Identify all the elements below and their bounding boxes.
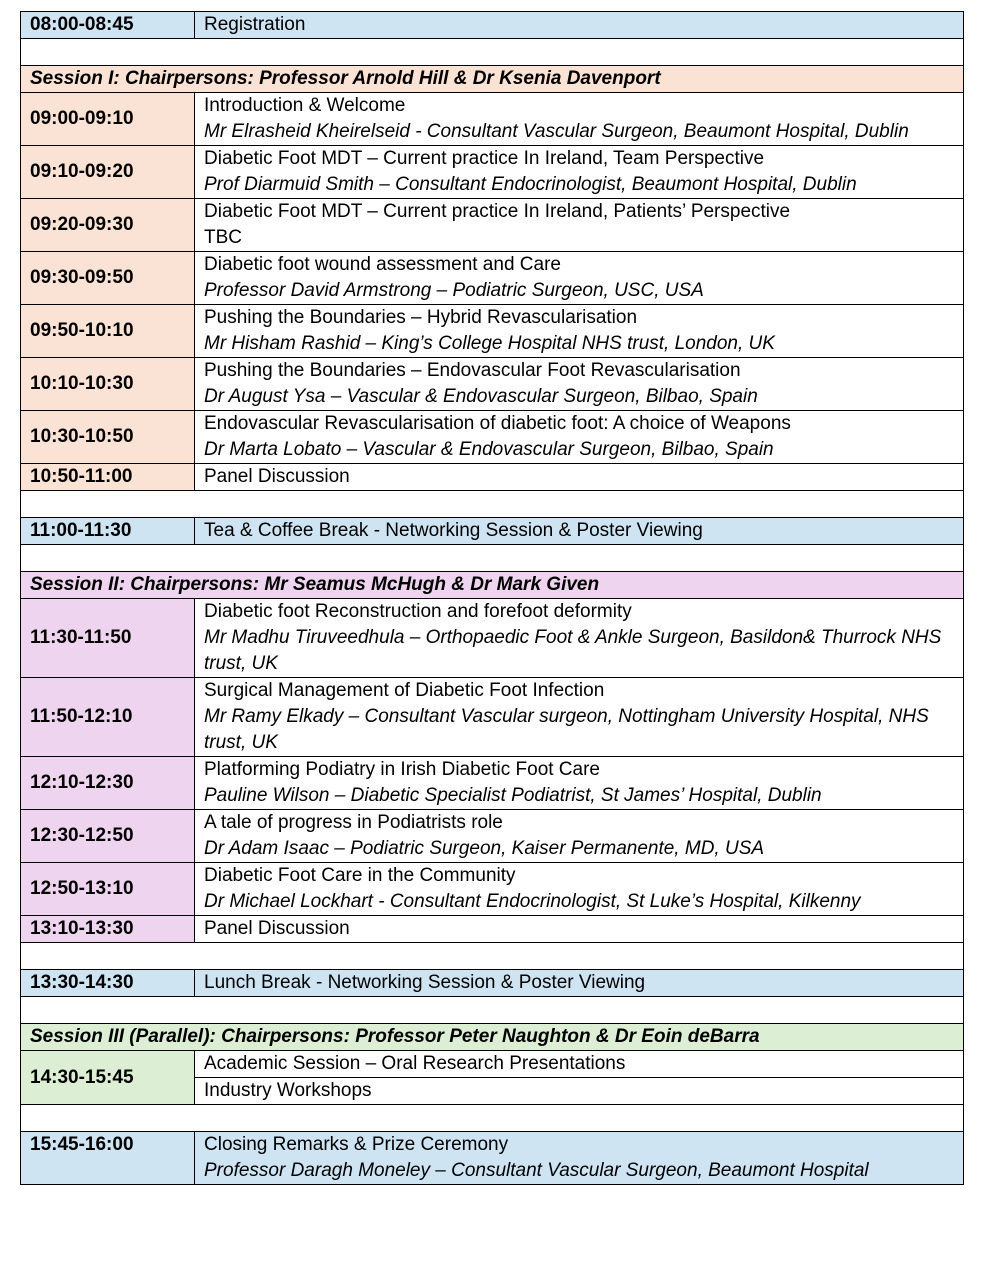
speaker: Professor Daragh Moneley – Consultant Vascular Surgeon, Beaumont Hospital [204, 1160, 869, 1181]
speaker: Mr Madhu Tiruveedhula – Orthopaedic Foot & Ankle Surgeon, Basildon& Thurrock NHS trust, UK [204, 627, 942, 674]
agenda-row [21, 146, 964, 199]
talk-title: A tale of progress in Podiatrists role [204, 812, 503, 833]
spacer-row [21, 545, 964, 572]
agenda-cell [195, 757, 964, 810]
time-cell: 12:10-12:30 [21, 757, 195, 810]
agenda-row [21, 863, 964, 916]
time-cell: 12:30-12:50 [21, 810, 195, 863]
agenda-row [21, 305, 964, 358]
time-cell: 11:50-12:10 [21, 678, 195, 757]
break-row [21, 518, 964, 545]
agenda-row [21, 464, 964, 491]
time-cell: 09:10-09:20 [21, 146, 195, 199]
programme-document [20, 11, 964, 1185]
time-cell: 15:45-16:00 [21, 1132, 195, 1185]
agenda-cell [195, 411, 964, 464]
session-1-header [21, 66, 964, 93]
time-cell: 13:30-14:30 [21, 970, 195, 997]
time-cell: 10:10-10:30 [21, 358, 195, 411]
talk-title: Endovascular Revascularisation of diabetic foot: A choice of Weapons [204, 413, 791, 434]
talk-title: Pushing the Boundaries – Endovascular Foot Revascularisation [204, 360, 741, 381]
time-cell: 13:10-13:30 [21, 916, 195, 943]
programme-table [20, 11, 964, 1185]
agenda-row [21, 678, 964, 757]
speaker: Pauline Wilson – Diabetic Specialist Podiatrist, St James’ Hospital, Dublin [204, 785, 822, 806]
track-title: Academic Session – Oral Research Presentations [195, 1051, 964, 1078]
time-cell: 09:00-09:10 [21, 93, 195, 146]
time-cell: 12:50-13:10 [21, 863, 195, 916]
speaker: Dr Marta Lobato – Vascular & Endovascular Surgeon, Bilbao, Spain [204, 439, 774, 460]
agenda-row [21, 358, 964, 411]
speaker: Mr Ramy Elkady – Consultant Vascular surgeon, Nottingham University Hospital, NHS trust, UK [204, 706, 929, 753]
speaker: Mr Hisham Rashid – King’s College Hospital NHS trust, London, UK [204, 333, 775, 354]
talk-title: Surgical Management of Diabetic Foot Infection [204, 680, 605, 701]
agenda-cell [195, 146, 964, 199]
agenda-row [21, 599, 964, 678]
session-3-header [21, 1024, 964, 1051]
talk-title: Introduction & Welcome [204, 95, 406, 116]
agenda-row [21, 1051, 964, 1078]
closing-row [21, 1132, 964, 1185]
speaker: Professor David Armstrong – Podiatric Surgeon, USC, USA [204, 280, 704, 301]
talk-title: Pushing the Boundaries – Hybrid Revascularisation [204, 307, 638, 328]
spacer-row [21, 39, 964, 66]
agenda-cell [195, 1132, 964, 1185]
item-title: Lunch Break - Networking Session & Poster Viewing [195, 970, 964, 997]
time-cell: 14:30-15:45 [21, 1051, 195, 1105]
agenda-row [21, 93, 964, 146]
time-cell: 10:30-10:50 [21, 411, 195, 464]
session-2-header [21, 572, 964, 599]
break-row [21, 970, 964, 997]
agenda-row [21, 810, 964, 863]
time-cell: 09:30-09:50 [21, 252, 195, 305]
talk-title: Panel Discussion [195, 464, 964, 491]
time-cell: 08:00-08:45 [21, 12, 195, 39]
agenda-cell [195, 93, 964, 146]
speaker: TBC [204, 227, 242, 248]
speaker: Dr Michael Lockhart - Consultant Endocrinologist, St Luke’s Hospital, Kilkenny [204, 891, 861, 912]
session-heading: Session II: Chairpersons: Mr Seamus McHugh & Dr Mark Given [21, 572, 964, 599]
agenda-cell [195, 358, 964, 411]
talk-title: Platforming Podiatry in Irish Diabetic Foot Care [204, 759, 600, 780]
talk-title: Diabetic foot Reconstruction and forefoot deformity [204, 601, 632, 622]
talk-title: Closing Remarks & Prize Ceremony [204, 1134, 509, 1155]
session-heading: Session I: Chairpersons: Professor Arnold Hill & Dr Ksenia Davenport [21, 66, 964, 93]
speaker: Prof Diarmuid Smith – Consultant Endocrinologist, Beaumont Hospital, Dublin [204, 174, 857, 195]
speaker: Mr Elrasheid Kheirelseid - Consultant Vascular Surgeon, Beaumont Hospital, Dublin [204, 121, 909, 142]
agenda-cell [195, 678, 964, 757]
talk-title: Panel Discussion [195, 916, 964, 943]
time-cell: 11:00-11:30 [21, 518, 195, 545]
time-cell: 10:50-11:00 [21, 464, 195, 491]
session-heading: Session III (Parallel): Chairpersons: Professor Peter Naughton & Dr Eoin deBarra [21, 1024, 964, 1051]
time-cell: 11:30-11:50 [21, 599, 195, 678]
talk-title: Diabetic Foot MDT – Current practice In Ireland, Patients’ Perspective [204, 201, 791, 222]
spacer-row [21, 1105, 964, 1132]
speaker: Dr August Ysa – Vascular & Endovascular Surgeon, Bilbao, Spain [204, 386, 758, 407]
agenda-cell [195, 810, 964, 863]
agenda-row [21, 916, 964, 943]
agenda-cell [195, 305, 964, 358]
time-cell: 09:50-10:10 [21, 305, 195, 358]
agenda-cell [195, 863, 964, 916]
agenda-row [21, 757, 964, 810]
agenda-cell [195, 599, 964, 678]
agenda-row [21, 199, 964, 252]
agenda-row [21, 252, 964, 305]
item-title: Tea & Coffee Break - Networking Session & Poster Viewing [195, 518, 964, 545]
spacer-row [21, 943, 964, 970]
spacer-row [21, 997, 964, 1024]
agenda-row [21, 411, 964, 464]
registration-row [21, 12, 964, 39]
agenda-cell [195, 199, 964, 252]
agenda-cell [195, 252, 964, 305]
time-cell: 09:20-09:30 [21, 199, 195, 252]
spacer-row [21, 491, 964, 518]
track-title: Industry Workshops [195, 1078, 964, 1105]
talk-title: Diabetic Foot MDT – Current practice In Ireland, Team Perspective [204, 148, 765, 169]
item-title: Registration [195, 12, 964, 39]
talk-title: Diabetic Foot Care in the Community [204, 865, 516, 886]
talk-title: Diabetic foot wound assessment and Care [204, 254, 561, 275]
speaker: Dr Adam Isaac – Podiatric Surgeon, Kaiser Permanente, MD, USA [204, 838, 765, 859]
